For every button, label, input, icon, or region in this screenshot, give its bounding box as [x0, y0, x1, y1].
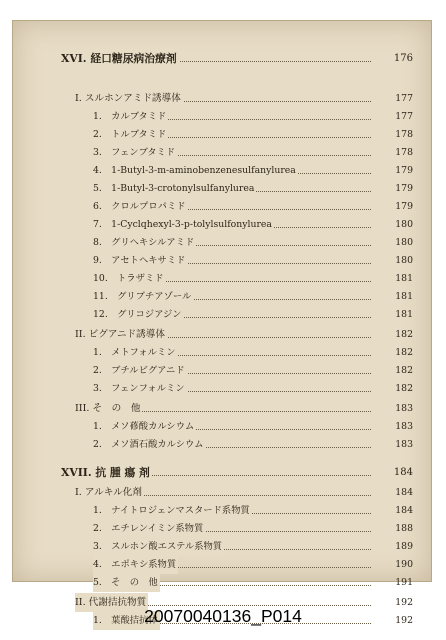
toc-item — [13, 537, 431, 556]
toc-item — [13, 197, 431, 216]
toc-entry-label: 1. メトフォルミン — [93, 343, 178, 362]
toc-chapter — [13, 49, 431, 68]
toc-page-number: 180 — [395, 237, 413, 248]
toc-page-number: 192 — [395, 597, 413, 608]
toc-entry-label: 1. ナイトロジェンマスタード系物質 — [93, 501, 252, 520]
toc-page-number: 179 — [395, 201, 413, 212]
toc-item — [13, 417, 431, 436]
toc-entry-label: I. アルキル化剤 — [75, 483, 144, 502]
toc-page-number: 192 — [395, 615, 413, 626]
toc-item — [13, 287, 431, 306]
toc-entry-label: 5. そ の 他 — [93, 573, 160, 592]
toc-entry-label: 2. ブチルビグアニド — [93, 361, 187, 380]
toc-item — [13, 107, 431, 126]
toc-entry-label: 10. トラザミド — [93, 269, 166, 288]
toc-item — [13, 435, 431, 454]
toc-page-number: 189 — [395, 541, 413, 552]
toc-section — [13, 399, 431, 418]
toc-page-number: 184 — [395, 487, 413, 498]
toc-page-number: 190 — [395, 559, 413, 570]
toc-entry-label: 1. カルブタミド — [93, 107, 168, 126]
toc-page-number: 182 — [395, 383, 413, 394]
toc-entry-label: 1. メソ蓚酸カルシウム — [93, 417, 196, 436]
toc-entry-label: XVII. 抗 腫 瘍 剤 — [61, 463, 152, 482]
toc-entry-label: 4. エポキシ系物質 — [93, 555, 178, 574]
toc-page-number: 188 — [395, 523, 413, 534]
toc-item — [13, 179, 431, 198]
toc-page-number: 183 — [395, 439, 413, 450]
toc-page-number: 184 — [395, 505, 413, 516]
toc-page-number: 179 — [395, 183, 413, 194]
toc-entry-label: 5. 1-Butyl-3-crotonylsulfanylurea — [93, 179, 256, 198]
toc-entry-label: 6. クロルプロパミド — [93, 197, 188, 216]
toc-page-number: 179 — [395, 165, 413, 176]
toc-entry-label: 1. 葉酸拮抗体 — [93, 611, 160, 630]
toc-entry-label: 2. エチレンイミン系物質 — [93, 519, 205, 538]
toc-section — [13, 483, 431, 502]
toc-section — [13, 325, 431, 344]
toc-entry-label: II. ビグアニド誘導体 — [75, 325, 167, 344]
toc-page-number: 182 — [395, 365, 413, 376]
toc-page-number: 181 — [395, 291, 413, 302]
toc-chapter — [13, 463, 431, 482]
toc-item — [13, 361, 431, 380]
toc-item — [13, 269, 431, 288]
toc-page-number: 180 — [395, 255, 413, 266]
toc-page-number: 176 — [393, 53, 413, 64]
toc-item — [13, 161, 431, 180]
toc-page-number: 182 — [395, 329, 413, 340]
toc-page-number: 178 — [395, 129, 413, 140]
toc-entry-label: 8. グリヘキシルアミド — [93, 233, 196, 252]
toc-item — [13, 143, 431, 162]
toc-entry-label: 4. 1-Butyl-3-m-aminobenzenesulfanylurea — [93, 161, 298, 180]
toc-page-number: 177 — [395, 93, 413, 104]
toc-page-number: 183 — [395, 403, 413, 414]
toc-entry-label: 3. スルホン酸エステル系物質 — [93, 537, 224, 556]
toc-item — [13, 573, 431, 592]
toc-entry-label: II. 代謝拮抗物質 — [75, 593, 148, 612]
toc-page-number: 177 — [395, 111, 413, 122]
toc-entry-label: I. スルホンアミド誘導体 — [75, 89, 183, 108]
toc-page-number: 183 — [395, 421, 413, 432]
toc-entry-label: 2. メソ酒石酸カルシウム — [93, 435, 206, 454]
toc-item — [13, 343, 431, 362]
toc-item — [13, 233, 431, 252]
toc-entry-label: 3. フェンフォルミン — [93, 379, 187, 398]
toc-item — [13, 519, 431, 538]
toc-item — [13, 251, 431, 270]
toc-page-number: 182 — [395, 347, 413, 358]
toc-page-number: 180 — [395, 219, 413, 230]
toc-item — [13, 305, 431, 324]
toc-page-number: 181 — [395, 273, 413, 284]
toc-entry-label: 9. アセトヘキサミド — [93, 251, 187, 270]
toc-page-number: 191 — [395, 577, 413, 588]
toc-section — [13, 89, 431, 108]
toc-page-number: 184 — [393, 467, 413, 478]
toc-entry-label: 2. トルブタミド — [93, 125, 168, 144]
toc-entry-label: 12. グリコジアジン — [93, 305, 183, 324]
toc-entry-label: XVI. 経口糖尿病治療剤 — [61, 49, 179, 68]
toc-item — [13, 379, 431, 398]
toc-item — [13, 215, 431, 234]
toc-entry-label: 7. 1-Cyclqhexyl-3-p-tolylsulfonylurea — [93, 215, 274, 234]
toc-item — [13, 125, 431, 144]
toc-entry-label: III. そ の 他 — [75, 399, 142, 418]
toc-page-number: 178 — [395, 147, 413, 158]
toc-page-number: 181 — [395, 309, 413, 320]
toc-entry-label: 11. グリブチアゾール — [93, 287, 193, 306]
toc-item — [13, 501, 431, 520]
archive-id-caption: 20070040136_P014 — [144, 606, 302, 626]
toc-entry-label: 3. フェンブタミド — [93, 143, 177, 162]
toc-item — [13, 555, 431, 574]
